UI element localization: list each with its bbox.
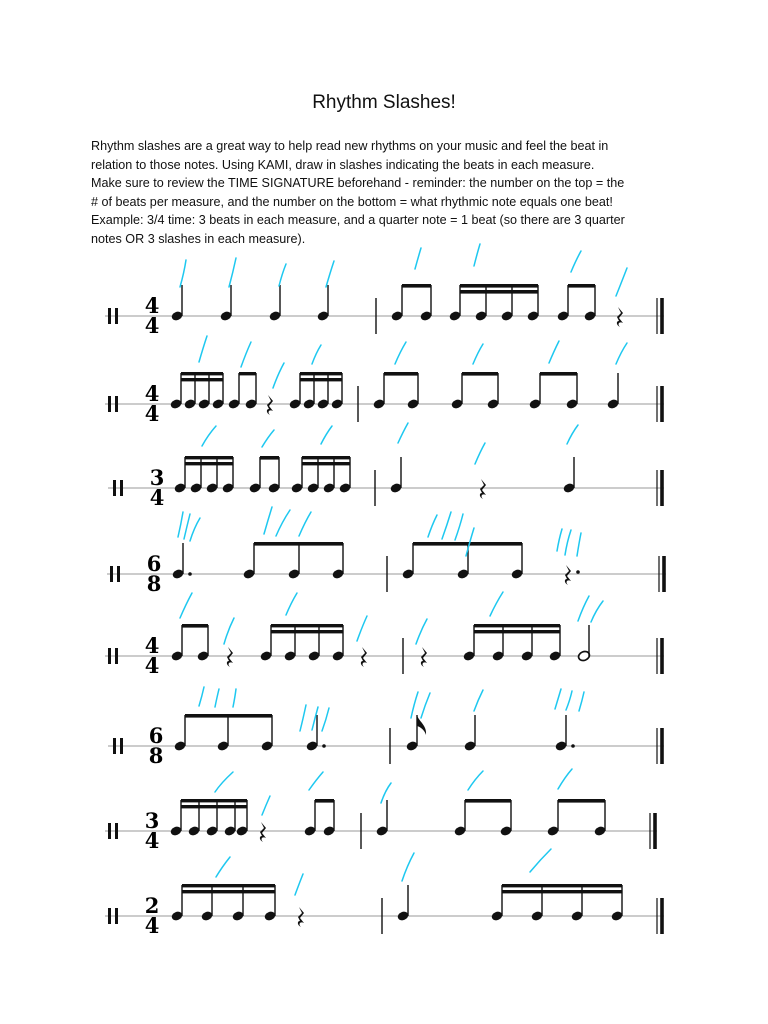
beat-slash: [312, 345, 321, 364]
beat-slash: [321, 426, 332, 444]
beat-slash: [616, 343, 627, 364]
beat-slash: [490, 592, 503, 616]
beam: [540, 372, 577, 376]
beat-slash: [279, 264, 286, 286]
quarter-rest: [480, 479, 486, 499]
beam: [182, 884, 275, 887]
beam: [413, 542, 522, 546]
quarter-rest: [361, 647, 367, 667]
beat-slashes: [178, 507, 581, 556]
beat-slash: [190, 518, 200, 541]
beat-slash: [402, 853, 414, 881]
measure: [390, 284, 623, 327]
exercise-row-1: [105, 244, 664, 338]
beam: [460, 284, 538, 288]
beat-slash: [549, 341, 559, 363]
instructions-line: Example: 3/4 time: 3 beats in each measure, and a quarter note = 1 beat (so there are 3 quarter: [91, 213, 625, 227]
beat-slash: [326, 261, 334, 287]
beat-slash: [565, 530, 571, 555]
time-sig-top: 2: [144, 893, 160, 918]
beam: [302, 456, 350, 459]
beam: [181, 372, 223, 375]
beat-slash: [273, 363, 284, 388]
beat-slashes: [202, 423, 578, 464]
time-sig-bottom: 4: [144, 401, 160, 426]
beat-slash: [395, 342, 406, 364]
beam: [239, 372, 256, 375]
time-sig-bottom: 4: [149, 485, 165, 510]
beat-slash: [215, 689, 219, 707]
beam: [502, 884, 622, 887]
instructions-line: notes OR 3 slashes in each measure).: [91, 231, 306, 246]
beat-slashes: [199, 687, 584, 731]
beat-slash: [558, 769, 572, 789]
augmentation-dot: [571, 744, 575, 748]
quarter-rest: [227, 647, 233, 667]
quarter-rest: [421, 647, 427, 667]
beat-slash: [276, 510, 290, 536]
beam: [260, 456, 279, 460]
time-sig-bottom: 4: [144, 313, 160, 338]
beam: [474, 630, 560, 633]
beat-slash: [578, 596, 589, 621]
beat-slash: [530, 849, 551, 872]
beat-slash: [577, 533, 581, 556]
beat-slash: [199, 687, 204, 706]
time-sig-bottom: 8: [146, 571, 162, 596]
measure: [170, 624, 367, 667]
beam: [271, 630, 343, 633]
beam: [502, 890, 622, 893]
beat-slash: [202, 426, 216, 446]
time-sig-top: 3: [149, 465, 165, 490]
beat-slash: [357, 616, 367, 641]
instructions-line: Make sure to review the TIME SIGNATURE beforehand - reminder: the number on the top = the: [91, 176, 625, 190]
beat-slashes: [215, 769, 572, 815]
beam: [474, 624, 560, 627]
time-sig-top: 4: [144, 381, 160, 406]
measure: [170, 884, 304, 927]
measure: [389, 457, 575, 499]
time-sig-bottom: 8: [148, 743, 164, 768]
beat-slash: [473, 344, 483, 364]
exercise-row-3: [108, 423, 664, 510]
beat-slash: [455, 514, 463, 540]
beat-slash: [224, 618, 234, 644]
beat-slash: [421, 693, 430, 718]
beat-slash: [180, 260, 186, 287]
beat-slash: [286, 593, 297, 615]
beam: [182, 890, 275, 893]
beam: [181, 378, 223, 381]
quarter-rest: [565, 565, 571, 585]
time-sig-top: 4: [144, 633, 160, 658]
beat-slash: [262, 796, 270, 815]
beat-slash: [474, 244, 480, 266]
instructions-line: # of beats per measure, and the number on the bottom = what rhythmic note equals one beat!: [91, 194, 613, 209]
beat-slash: [571, 251, 581, 272]
beam: [558, 799, 605, 803]
beat-slash: [567, 425, 578, 444]
instructions-line: Rhythm slashes are a great way to help read new rhythms on your music and feel the beat in: [91, 139, 609, 153]
beam: [460, 290, 538, 294]
beam: [300, 378, 342, 381]
quarter-rest: [617, 307, 623, 327]
beat-slash: [591, 601, 603, 622]
beat-slash: [180, 593, 192, 618]
exercise-row-8: [105, 849, 664, 938]
quarter-rest: [260, 822, 266, 842]
exercise-row-4: [107, 507, 666, 596]
beam: [462, 372, 498, 376]
exercise-row-6: [108, 687, 664, 768]
time-sig-top: 6: [148, 723, 164, 748]
beat-slash: [415, 248, 421, 269]
quarter-rest: [267, 395, 273, 415]
beam: [182, 624, 208, 628]
beat-slash: [300, 705, 306, 731]
augmentation-dot: [188, 572, 192, 576]
beam: [185, 456, 233, 459]
beat-slash: [442, 512, 451, 539]
beat-slash: [468, 771, 483, 790]
quarter-rest: [298, 907, 304, 927]
beat-slash: [229, 258, 236, 287]
beat-slash: [262, 430, 274, 447]
time-sig-top: 6: [146, 551, 162, 576]
measure: [169, 372, 343, 415]
beat-slash: [309, 772, 323, 790]
beam: [465, 799, 511, 803]
beam: [185, 714, 272, 718]
beat-slash: [616, 268, 627, 296]
beat-slash: [264, 507, 272, 534]
beat-slash: [241, 342, 251, 367]
beat-slashes: [216, 849, 551, 895]
measure: [401, 542, 579, 585]
beat-slashes: [199, 336, 627, 388]
beat-slash: [199, 336, 207, 362]
beat-slash: [216, 857, 230, 877]
beat-slash: [398, 423, 408, 443]
augmentation-dot: [322, 744, 326, 748]
augmentation-dot: [576, 570, 580, 574]
time-sig-bottom: 4: [144, 913, 160, 938]
beat-slash: [475, 443, 485, 464]
beam: [181, 805, 247, 808]
beam: [302, 462, 350, 465]
measure: [421, 624, 591, 667]
beat-slash: [566, 691, 572, 710]
beat-slash: [215, 772, 233, 792]
beam: [315, 799, 334, 803]
instructions-line: relation to those notes. Using KAMI, draw in slashes indicating the beats in each measure.: [91, 157, 595, 172]
beam: [384, 372, 418, 376]
beam: [254, 542, 343, 546]
beat-slashes: [180, 244, 627, 296]
time-sig-bottom: 4: [144, 828, 160, 853]
exercise-row-7: [105, 769, 657, 853]
beat-slash: [557, 529, 562, 551]
page-title: Rhythm Slashes!: [312, 92, 456, 113]
beat-slash: [178, 512, 183, 537]
beat-slash: [411, 692, 418, 718]
beam: [568, 284, 595, 288]
beat-slash: [299, 512, 311, 536]
beam: [185, 462, 233, 465]
beat-slash: [555, 689, 561, 709]
beat-slash: [184, 514, 190, 539]
beam: [402, 284, 431, 288]
exercise-row-2: [105, 336, 664, 426]
beat-slash: [474, 690, 483, 711]
beat-slash: [233, 689, 236, 707]
beat-slash: [322, 708, 329, 731]
beam: [300, 372, 342, 375]
beam: [181, 799, 247, 802]
beat-slash: [428, 515, 437, 537]
time-sig-bottom: 4: [144, 653, 160, 678]
beat-slash: [579, 692, 584, 711]
beat-slash: [381, 783, 391, 803]
beat-slashes: [180, 592, 603, 644]
beat-slash: [416, 619, 427, 644]
time-sig-top: 3: [144, 808, 160, 833]
measure: [169, 799, 335, 842]
beat-slash: [295, 874, 303, 895]
exercise-row-5: [105, 592, 664, 678]
time-sig-top: 4: [144, 293, 160, 318]
beam: [271, 624, 343, 627]
